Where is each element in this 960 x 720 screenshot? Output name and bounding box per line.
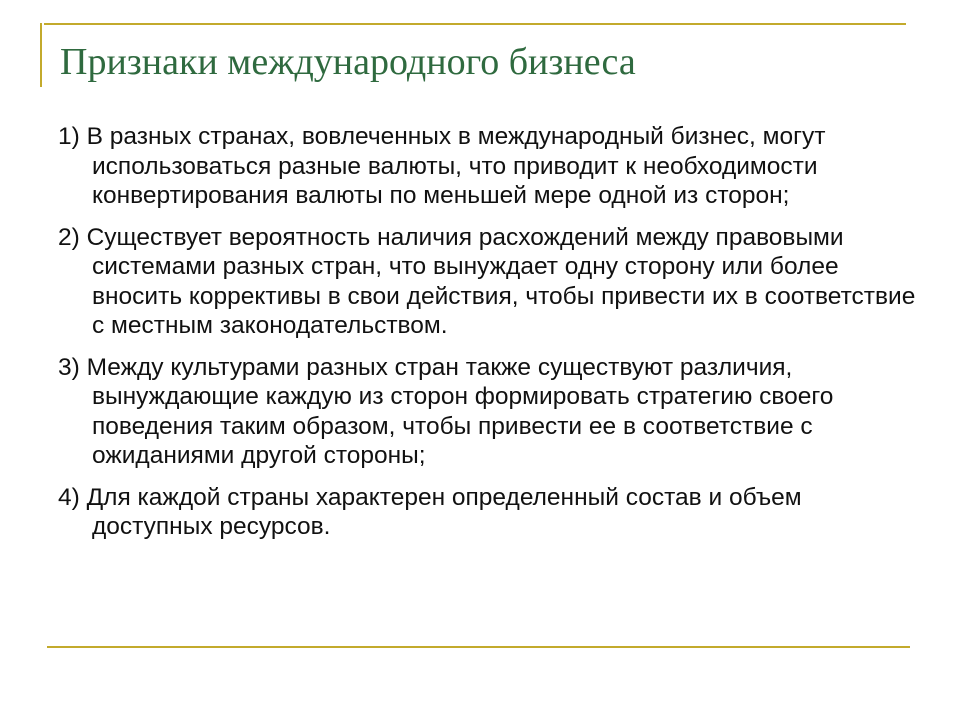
list-item-3: 3) Между культурами разных стран также существуют различия, вынуждающие каждую из сторон формировать стратегию своего поведения таким образом, чтобы привести ее в соответствие с ожиданиями другой стороны;	[58, 353, 834, 469]
list-item-4: 4) Для каждой страны характерен определенный состав и объем доступных ресурсов.	[58, 483, 802, 540]
list-item-2: 2) Существует вероятность наличия расхождений между правовыми системами разных стран, что вынуждает одну сторону или более вносить коррективы в свои действия, чтобы привести их в соответствие с местным законодательством.	[58, 223, 916, 339]
bullet-list	[58, 122, 918, 554]
top-border-line	[44, 23, 906, 25]
left-border-line	[40, 23, 42, 87]
slide-title: Признаки международного бизнеса	[60, 41, 636, 83]
list-item-1: 1) В разных странах, вовлеченных в международный бизнес, могут использоваться разные валюты, что приводит к необходимости конвертирования валюты по меньшей мере одной из сторон;	[58, 123, 826, 209]
bottom-border-line	[47, 646, 910, 648]
